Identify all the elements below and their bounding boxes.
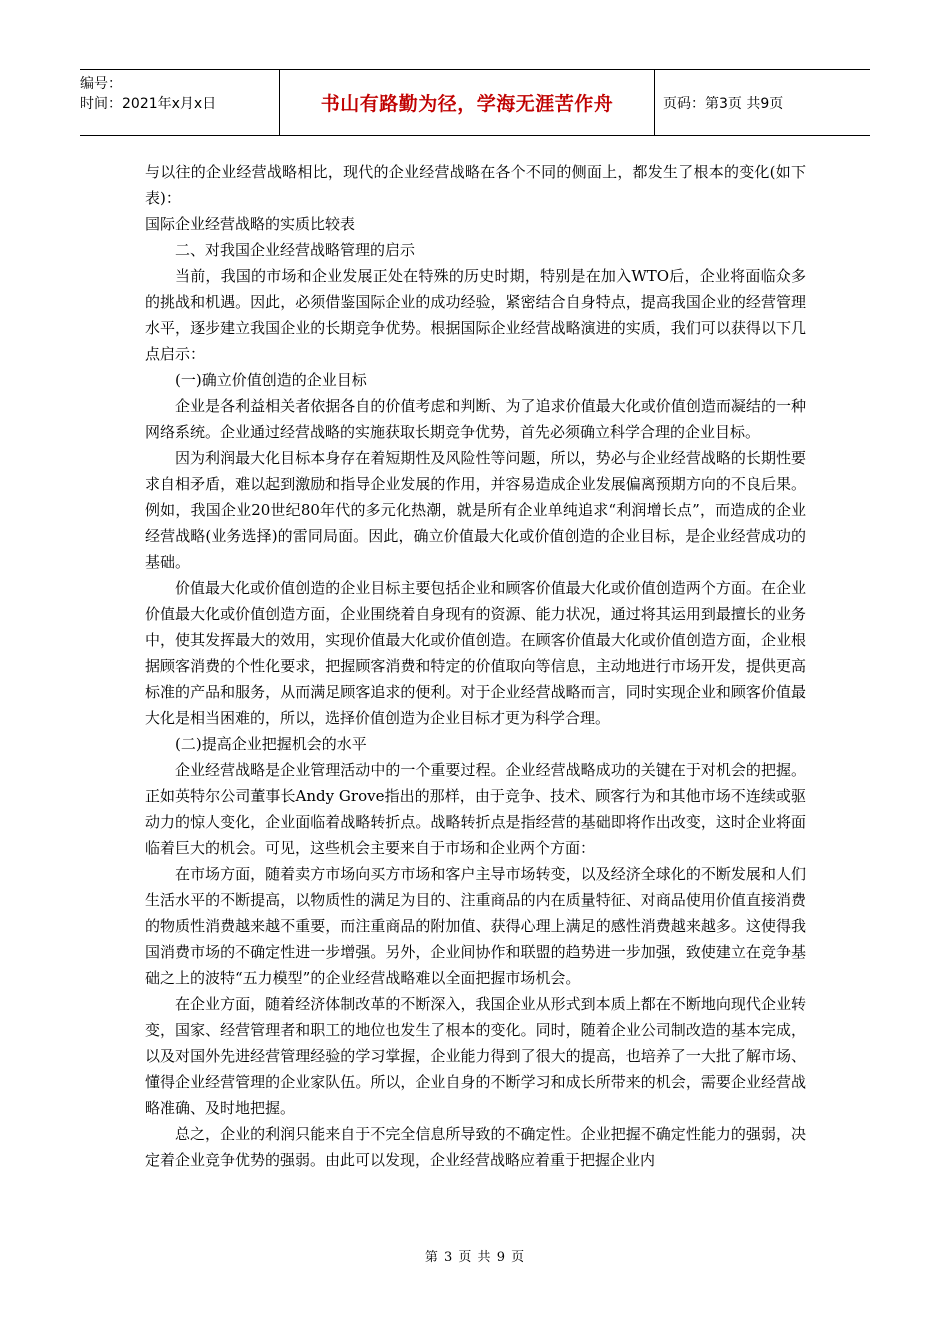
paragraph: 在企业方面，随着经济体制改革的不断深入，我国企业从形式到本质上都在不断地向现代企业转变，国家、经营管理者和职工的地位也发生了根本的变化。同时，随着企业公司制改造的基本完成，以及对国外先进经营管理经验的学习掌握，企业能力得到了很大的提高，也培养了一大批了解市场、懂得企业经营管理的企业家队伍。所以，企业自身的不断学习和成长所带来的机会，需要企业经营战略准确、及时地把握。 (145, 995, 806, 1117)
paragraph: 在市场方面，随着卖方市场向买方市场和客户主导市场转变，以及经济全球化的不断发展和人们生活水平的不断提高，以物质性的满足为目的、注重商品的内在质量特征、对商品使用价值直接消费的物质性消费越来越不重要，而注重商品的附加值、获得心理上满足的感性消费越来越多。这使得我国消费市场的不确定性进一步增强。另外，企业间协作和联盟的趋势进一步加强，致使建立在竞争基础之上的波特“五力模型”的企业经营战略难以全面把握市场机会。 (145, 865, 806, 987)
header-meta (80, 70, 280, 135)
page-info: 页码：第3页 共9页 (663, 95, 784, 112)
time-label: 时间：2021年x月x日 (80, 96, 217, 112)
subsection-heading: (二)提高企业把握机会的水平 (175, 735, 367, 753)
paragraph: 与以往的企业经营战略相比，现代的企业经营战略在各个不同的侧面上，都发生了根本的变化(如下表)： (145, 163, 806, 207)
table-caption: 国际企业经营战略的实质比较表 (145, 215, 356, 233)
paragraph: 因为利润最大化目标本身存在着短期性及风险性等问题，所以，势必与企业经营战略的长期性要求自相矛盾，难以起到激励和指导企业发展的作用，并容易造成企业发展偏离预期方向的不良后果。例如，我国企业20世纪80年代的多元化热潮，就是所有企业单纯追求“利润增长点”，而造成的企业经营战略(业务选择)的雷同局面。因此，确立价值最大化或价值创造的企业目标，是企业经营成功的基础。 (145, 449, 806, 571)
paragraph: 价值最大化或价值创造的企业目标主要包括企业和顾客价值最大化或价值创造两个方面。在企业价值最大化或价值创造方面，企业围绕着自身现有的资源、能力状况，通过将其运用到最擅长的业务中，使其发挥最大的效用，实现价值最大化或价值创造。在顾客价值最大化或价值创造方面，企业根据顾客消费的个性化要求，把握顾客消费和特定的价值取向等信息，主动地进行市场开发，提供更高标准的产品和服务，从而满足顾客追求的便利。对于企业经营战略而言，同时实现企业和顾客价值最大化是相当困难的，所以，选择价值创造为企业目标才更为科学合理。 (145, 579, 806, 727)
paragraph: 总之，企业的利润只能来自于不完全信息所导致的不确定性。企业把握不确定性能力的强弱，决定着企业竞争优势的强弱。由此可以发现，企业经营战略应着重于把握企业内 (145, 1125, 806, 1169)
motto: 书山有路勤为径，学海无涯苦作舟 (280, 70, 655, 135)
page-footer: 第 3 页 共 9 页 (424, 1250, 526, 1265)
section-heading: 二、对我国企业经营战略管理的启示 (175, 241, 416, 259)
document-body (145, 159, 806, 1173)
paragraph: 企业是各利益相关者依据各自的价值考虑和判断、为了追求价值最大化或价值创造而凝结的一种网络系统。企业通过经营战略的实施获取长期竞争优势，首先必须确立科学合理的企业目标。 (145, 397, 806, 441)
document-header (80, 69, 870, 136)
number-label: 编号： (80, 76, 122, 92)
paragraph: 当前，我国的市场和企业发展正处在特殊的历史时期，特别是在加入WTO后，企业将面临众多的挑战和机遇。因此，必须借鉴国际企业的成功经验，紧密结合自身特点，提高我国企业的经营管理水平，逐步建立我国企业的长期竞争优势。根据国际企业经营战略演进的实质，我们可以获得以下几点启示： (145, 267, 806, 363)
subsection-heading: (一)确立价值创造的企业目标 (175, 371, 367, 389)
paragraph: 企业经营战略是企业管理活动中的一个重要过程。企业经营战略成功的关键在于对机会的把握。正如英特尔公司董事长Andy Grove指出的那样，由于竞争、技术、顾客行为和其他市场不连续或驱动力的惊人变化，企业面临着战略转折点。战略转折点是指经营的基础即将作出改变，这时企业将面临着巨大的机会。可见，这些机会主要来自于市场和企业两个方面： (145, 761, 806, 857)
